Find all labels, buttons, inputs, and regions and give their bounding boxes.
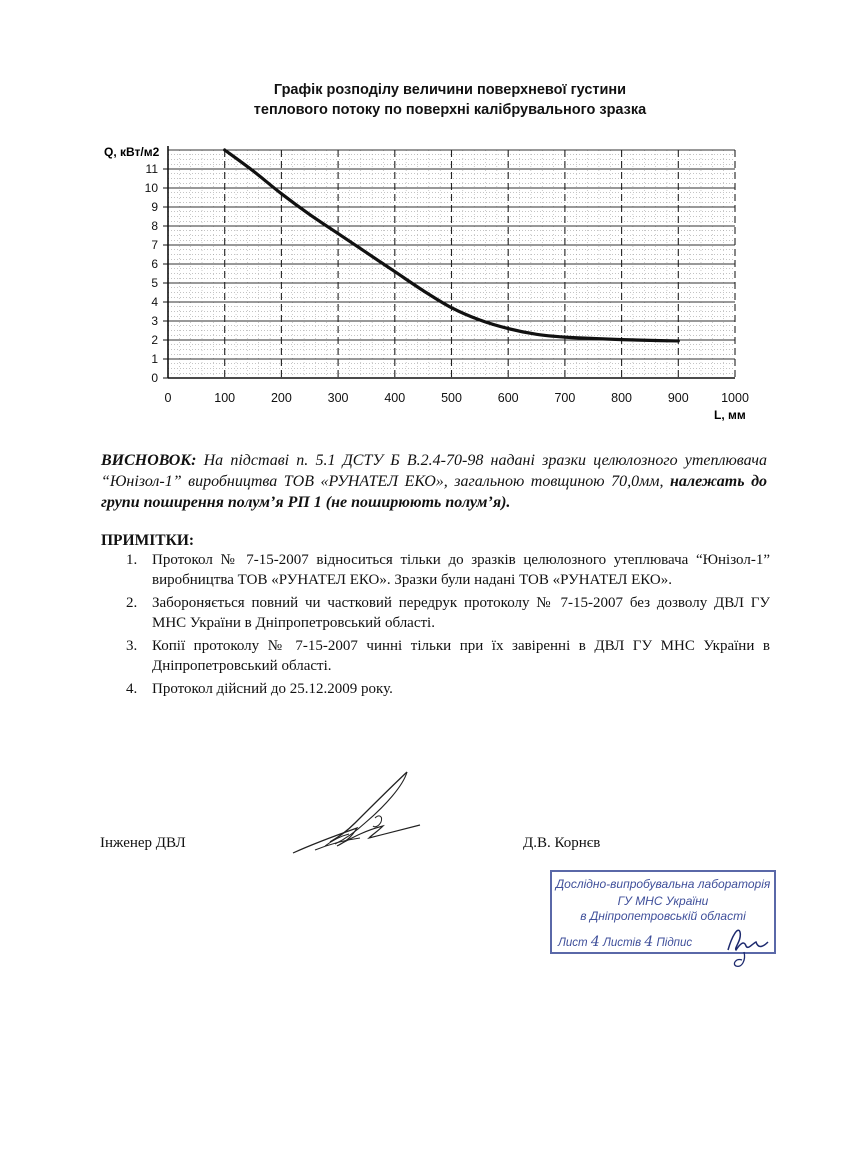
y-tick-label: 11	[145, 162, 158, 176]
conclusion-text: На підставі п. 5.1 ДСТУ Б В.2.4-70-98 надані зразки целюлозного утеплювача “Юнізол-1” виробництва ТОВ «РУНАТЕЛ ЕКО», загальною товщиною 70,0мм,	[101, 452, 768, 490]
conclusion-verdict: належать до групи поширення полум’я РП 1 (не поширюють полум’я).	[101, 473, 767, 511]
x-tick-label: 700	[554, 391, 576, 405]
x-tick-label: 400	[384, 391, 406, 405]
y-tick-label: 5	[151, 276, 158, 290]
x-tick-label: 800	[611, 391, 633, 405]
note-text: Копії протоколу № 7-15-2007 чинні тільки при їх завіренні в ДВЛ ГУ МНС України в Дніпропетровський області.	[152, 638, 770, 674]
stamp-sheet-label: Лист	[558, 937, 588, 949]
x-tick-label: 500	[441, 391, 462, 405]
stamp-handwritten-initials	[722, 918, 772, 973]
chart-title-line-2: теплового потоку по поверхні калібрувального зразка	[253, 102, 647, 118]
signatory-name: Д.В. Корнєв	[523, 835, 601, 851]
note-number: 4.	[126, 681, 138, 697]
notes-heading: ПРИМІТКИ:	[101, 532, 195, 549]
note-item	[118, 593, 770, 633]
conclusion-label: ВИСНОВОК:	[101, 452, 197, 469]
y-tick-label: 4	[151, 295, 158, 309]
y-tick-label: 3	[151, 314, 158, 328]
handwritten-signature	[285, 768, 425, 863]
chart-title-line-1: Графік розподілу величини поверхневої густини	[273, 82, 627, 98]
stamp-line-3: в Дніпропетровській області	[580, 909, 746, 923]
y-tick-label: 7	[151, 238, 158, 252]
notes-list	[118, 550, 770, 702]
x-tick-label: 1000	[721, 391, 749, 405]
note-item	[118, 636, 770, 676]
y-tick-label: 10	[144, 181, 158, 195]
note-number: 3.	[126, 638, 138, 654]
note-text: Протокол дійсний до 25.12.2009 року.	[152, 681, 393, 697]
stamp-sheet-value: 4	[590, 934, 600, 950]
stamp-line-1: Дослідно-випробувальна лабораторія	[555, 877, 771, 891]
x-tick-label: 900	[667, 391, 689, 405]
note-number: 1.	[126, 552, 138, 568]
stamp-sign-label: Підпис	[656, 937, 693, 949]
note-item	[118, 679, 770, 699]
x-tick-label: 600	[497, 391, 519, 405]
chart-tick-labels	[145, 162, 749, 405]
heat-flux-chart	[0, 0, 850, 440]
y-tick-label: 1	[151, 352, 158, 366]
x-axis-label: L, мм	[714, 408, 746, 422]
conclusion-paragraph	[101, 450, 767, 513]
note-item	[118, 550, 770, 590]
note-text: Протокол № 7-15-2007 відноситься тільки до зразків целюлозного утеплювача “Юнізол-1” виробництва ТОВ «РУНАТЕЛ ЕКО». Зразки були надані ТОВ «РУНАТЕЛ ЕКО».	[152, 552, 770, 588]
engineer-title: Інженер ДВЛ	[100, 835, 186, 851]
note-number: 2.	[126, 595, 138, 611]
x-tick-label: 100	[214, 391, 236, 405]
note-text: Забороняється повний чи частковий передрук протоколу № 7-15-2007 без дозволу ДВЛ ГУ МНС України в Дніпропетровський області.	[152, 595, 770, 631]
x-tick-label: 200	[270, 391, 292, 405]
stamp-sheets-value: 4	[644, 934, 654, 950]
y-axis-label: Q, кВт/м2	[104, 145, 160, 159]
stamp-line-2: ГУ МНС України	[617, 894, 709, 908]
chart-grid	[168, 150, 735, 378]
x-tick-label: 0	[164, 391, 172, 405]
x-tick-label: 300	[327, 391, 349, 405]
y-tick-label: 8	[151, 219, 158, 233]
y-tick-label: 2	[151, 333, 158, 347]
y-tick-label: 9	[151, 200, 158, 214]
y-tick-label: 0	[151, 371, 158, 385]
stamp-sheets-label: Листів	[602, 937, 642, 949]
y-tick-label: 6	[151, 257, 158, 271]
